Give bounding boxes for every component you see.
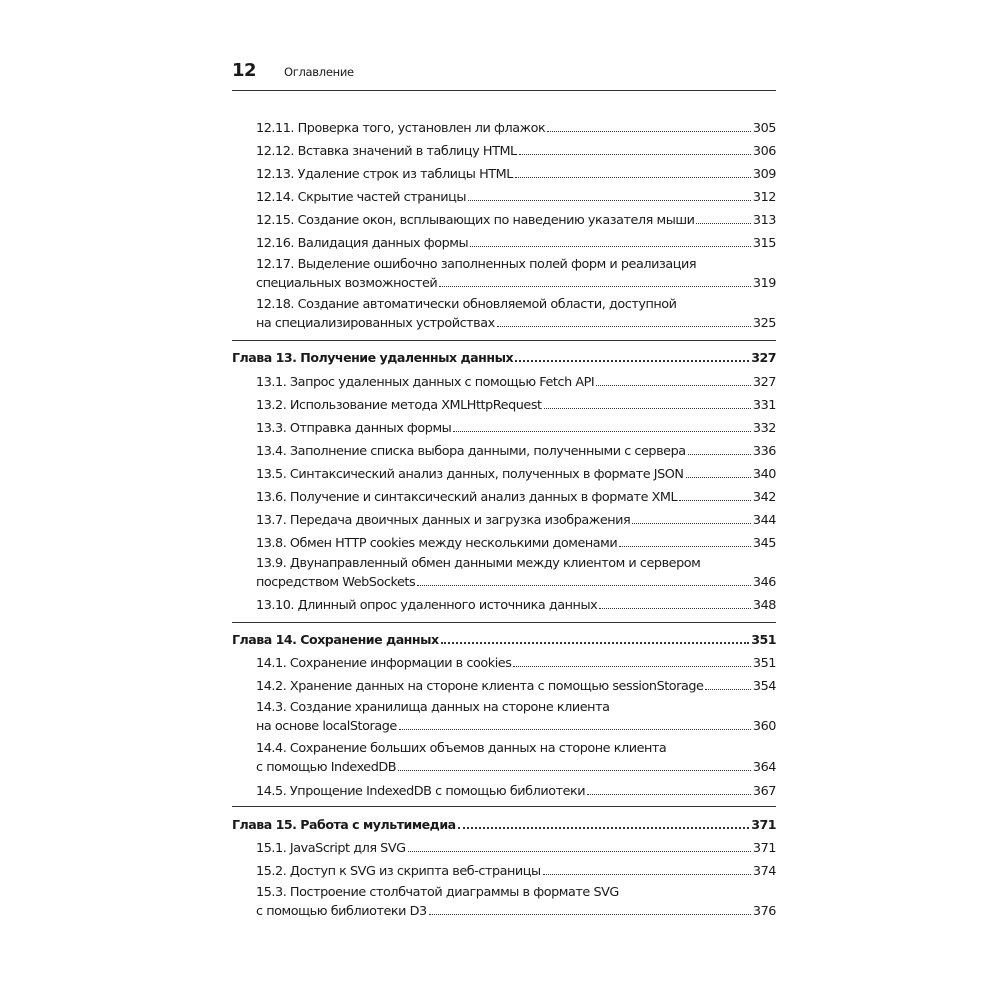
- toc-entry-title: 13.1. Запрос удаленных данных с помощью Fetch API: [256, 375, 595, 390]
- toc-entry-title: 12.13. Удаление строк из таблицы HTML: [256, 167, 513, 182]
- toc-page-number: 354: [752, 679, 776, 694]
- dot-leader: [458, 815, 750, 829]
- toc-page-number: 376: [752, 904, 776, 919]
- toc-entry-title: 13.10. Длинный опрос удаленного источника данных: [256, 598, 598, 613]
- toc-page-number: 371: [752, 841, 776, 856]
- dot-leader: [679, 488, 751, 501]
- toc-section: [256, 654, 776, 671]
- toc-section: [256, 142, 776, 159]
- toc-entry-title: 13.3. Отправка данных формы: [256, 421, 452, 436]
- dot-leader: [688, 442, 751, 455]
- toc-entry-title: с помощью IndexedDB: [256, 760, 397, 775]
- dot-leader: [398, 758, 751, 771]
- dot-leader: [515, 165, 751, 178]
- toc-page-number: 342: [752, 490, 776, 505]
- toc-section: [256, 396, 776, 413]
- toc-entry-title: 12.12. Вставка значений в таблицу HTML: [256, 144, 517, 159]
- dot-leader: [705, 677, 750, 690]
- toc-page-number: 327: [751, 350, 776, 365]
- toc-entry-title: на специализированных устройствах: [256, 316, 495, 331]
- dot-leader: [599, 596, 751, 609]
- toc-entry-title: Глава 14. Сохранение данных: [232, 632, 439, 647]
- toc-entry-title: 15.1. JavaScript для SVG: [256, 841, 406, 856]
- toc-section: [256, 700, 776, 734]
- toc-entry-title: с помощью библиотеки D3: [256, 904, 427, 919]
- dot-leader: [417, 573, 751, 586]
- dot-leader: [544, 396, 751, 409]
- toc-entry-title-line: 12.17. Выделение ошибочно заполненных полей форм и реализация: [256, 257, 697, 272]
- toc-page-number: 306: [752, 144, 776, 159]
- toc-entry-title: 13.5. Синтаксический анализ данных, полученных в формате JSON: [256, 467, 684, 482]
- page-number: 12: [232, 60, 257, 81]
- toc-section: [256, 839, 776, 856]
- toc-section: [256, 885, 776, 919]
- toc-section: [256, 165, 776, 182]
- dot-leader: [547, 119, 751, 132]
- dot-leader: [543, 862, 751, 875]
- toc-entry-title: 14.5. Упрощение IndexedDB с помощью библиотеки: [256, 784, 586, 799]
- toc-page-number: 313: [752, 213, 776, 228]
- toc-entry-title: специальных возможностей: [256, 276, 438, 291]
- toc-section: [256, 373, 776, 390]
- toc-section: [256, 862, 776, 879]
- toc-entry-title: Глава 13. Получение удаленных данных: [232, 350, 514, 365]
- toc-page-number: 351: [751, 632, 776, 647]
- dot-leader: [468, 188, 751, 201]
- toc-section: [256, 419, 776, 436]
- chapter-rule: [232, 806, 776, 807]
- toc-section: [256, 119, 776, 136]
- toc-entry-title: Глава 15. Работа с мультимедиа: [232, 817, 456, 832]
- toc-page-number: 331: [752, 398, 776, 413]
- toc-section: [256, 782, 776, 799]
- toc-section: [256, 188, 776, 205]
- dot-leader: [619, 534, 751, 547]
- toc-page-number: 312: [752, 190, 776, 205]
- toc-section: [256, 741, 776, 775]
- toc-section: [256, 534, 776, 551]
- toc-entry-title: 13.4. Заполнение списка выбора данными, полученными с сервера: [256, 444, 686, 459]
- dot-leader: [470, 234, 751, 247]
- dot-leader: [632, 511, 751, 524]
- toc-section: [256, 211, 776, 228]
- toc-page-number: 345: [752, 536, 776, 551]
- dot-leader: [587, 782, 751, 795]
- dot-leader: [519, 142, 751, 155]
- toc-section: [256, 488, 776, 505]
- toc-page-number: 351: [752, 656, 776, 671]
- dot-leader: [696, 211, 750, 224]
- toc-section: [256, 442, 776, 459]
- toc-entry-title: 12.15. Создание окон, всплывающих по наведению указателя мыши: [256, 213, 695, 228]
- toc-page-number: 305: [752, 121, 776, 136]
- toc-entry-title: на основе localStorage: [256, 719, 397, 734]
- toc-entry-title-line: 14.4. Сохранение больших объемов данных на стороне клиента: [256, 741, 667, 756]
- dot-leader: [686, 465, 751, 478]
- toc-page-number: 364: [752, 760, 776, 775]
- toc-section: [256, 596, 776, 613]
- toc-chapter: [232, 815, 776, 832]
- toc-section: [256, 556, 776, 590]
- toc-page-number: 367: [752, 784, 776, 799]
- dot-leader: [596, 373, 751, 386]
- toc-entry-title-line: 12.18. Создание автоматически обновляемой области, доступной: [256, 297, 677, 312]
- toc-page-number: 340: [752, 467, 776, 482]
- toc-page-number: 348: [752, 598, 776, 613]
- toc-entry-title: 14.1. Сохранение информации в cookies: [256, 656, 512, 671]
- toc-page-number: 315: [752, 236, 776, 251]
- toc-entry-title: 12.14. Скрытие частей страницы: [256, 190, 466, 205]
- toc-page-number: 336: [752, 444, 776, 459]
- chapter-rule: [232, 622, 776, 623]
- toc-section: [256, 297, 776, 331]
- toc-entry-title: 12.16. Валидация данных формы: [256, 236, 469, 251]
- toc-section: [256, 257, 776, 291]
- toc-chapter: [232, 348, 776, 365]
- dot-leader: [439, 274, 751, 287]
- toc-section: [256, 511, 776, 528]
- dot-leader: [453, 419, 751, 432]
- toc-page-number: 327: [752, 375, 776, 390]
- toc-page-number: 332: [752, 421, 776, 436]
- toc-chapter: [232, 630, 776, 647]
- chapter-rule: [232, 340, 776, 341]
- toc-page-number: 360: [752, 719, 776, 734]
- toc-entry-title: 14.2. Хранение данных на стороне клиента с помощью sessionStorage: [256, 679, 704, 694]
- toc-entry-title: 12.11. Проверка того, установлен ли флажок: [256, 121, 546, 136]
- toc-entry-title-line: 14.3. Создание хранилища данных на стороне клиента: [256, 700, 610, 715]
- dot-leader: [399, 717, 751, 730]
- dot-leader: [408, 839, 751, 852]
- toc-entry-title: 15.2. Доступ к SVG из скрипта веб-страницы: [256, 864, 541, 879]
- toc-entry-title: 13.2. Использование метода XMLHttpRequest: [256, 398, 542, 413]
- toc-page-number: 346: [752, 575, 776, 590]
- toc-page-number: 371: [751, 817, 776, 832]
- toc-entry-title: 13.6. Получение и синтаксический анализ данных в формате XML: [256, 490, 678, 505]
- toc-page-number: 344: [752, 513, 776, 528]
- toc-entry-title-line: 15.3. Построение столбчатой диаграммы в формате SVG: [256, 885, 619, 900]
- toc-page-number: 309: [752, 167, 776, 182]
- toc-entry-title: 13.7. Передача двоичных данных и загрузка изображения: [256, 513, 631, 528]
- toc-section: [256, 677, 776, 694]
- toc-section: [256, 465, 776, 482]
- dot-leader: [513, 654, 750, 667]
- dot-leader: [441, 630, 750, 644]
- toc-page-number: 325: [752, 316, 776, 331]
- toc-entry-title: 13.8. Обмен HTTP cookies между несколькими доменами: [256, 536, 618, 551]
- dot-leader: [497, 314, 751, 327]
- toc-entry-title-line: 13.9. Двунаправленный обмен данными между клиентом и сервером: [256, 556, 701, 571]
- dot-leader: [429, 902, 751, 915]
- toc-entry-title: посредством WebSockets: [256, 575, 416, 590]
- toc-page-number: 319: [752, 276, 776, 291]
- dot-leader: [515, 348, 749, 362]
- toc-page-number: 374: [752, 864, 776, 879]
- running-title: Оглавление: [284, 65, 354, 79]
- toc-section: [256, 234, 776, 251]
